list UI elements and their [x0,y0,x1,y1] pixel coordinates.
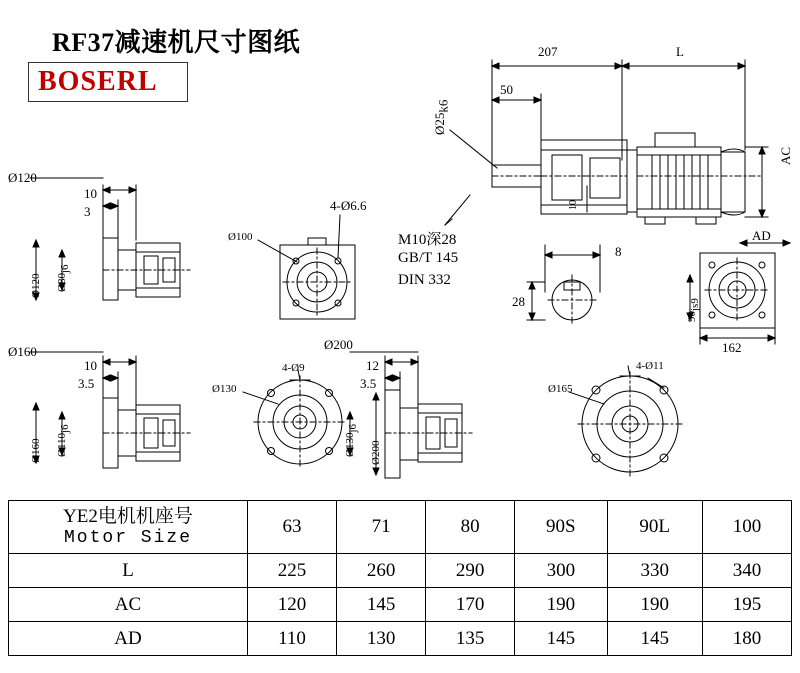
table-col-header: 71 [337,501,426,554]
table-cell: 290 [426,554,515,588]
dim-90js9-label: 90js9 [686,298,702,322]
thread-spec-line3: DIN 332 [398,272,451,288]
table-cell: 190 [515,588,607,622]
dia-100-label: Ø100 [228,231,253,243]
table-header-label-en: Motor Size [63,527,193,548]
table-cell: 120 [248,588,337,622]
dim-12-label: 12 [366,358,379,373]
table-cell: 145 [337,588,426,622]
page-title: RF37减速机尺寸图纸 [52,28,301,57]
holes-4x11-label: 4-Ø11 [636,360,664,372]
table-col-header: 63 [248,501,337,554]
dia-80j6-label: Ø80j6 [56,264,72,292]
table-cell: 190 [607,588,702,622]
dim-10-b-label: 10 [84,358,97,373]
table-col-header: 90L [607,501,702,554]
dim-AC-label: AC [778,146,793,165]
holes-4x66-label: 4-Ø6.6 [330,198,367,213]
table-cell: 225 [248,554,337,588]
table-row [9,554,792,588]
table-row-name: AD [9,622,248,656]
table-header-label [9,501,248,554]
table-cell: 300 [515,554,607,588]
table-row-name: AC [9,588,248,622]
holes-4x9-label: 4-Ø9 [282,362,305,374]
dia-160-side-label: Ø160 [30,438,42,463]
spec-table [8,500,792,656]
table-cell: 170 [426,588,515,622]
dim-L-label: L [676,44,684,59]
logo-text: BOSERL [38,66,158,97]
dim-28-label: 28 [512,294,525,309]
table-cell: 330 [607,554,702,588]
dim-207-label: 207 [538,44,558,59]
table-cell: 195 [702,588,791,622]
dim-10-a-label: 10 [84,186,97,201]
dia-120-side-label: Ø120 [30,273,42,298]
dia-130-label: Ø130 [212,383,237,395]
dia-200-side-label: Ø200 [370,440,382,465]
table-header-label-cn: YE2电机机座号 [63,506,193,528]
table-row-name: L [9,554,248,588]
table-cell: 145 [607,622,702,656]
table-row [9,622,792,656]
dim-8-label: 8 [615,244,622,259]
dia-130j6-label: Ø130j6 [344,423,360,457]
table-header-row [9,501,792,554]
table-row [9,588,792,622]
dim-10-label: 10 [568,200,579,210]
dia-160-top-label: Ø160 [8,344,37,359]
dim-35-b-label: 3.5 [78,376,95,391]
table-cell: 130 [337,622,426,656]
dia-165-label: Ø165 [548,383,573,395]
table-cell: 180 [702,622,791,656]
dim-3-a-label: 3 [84,204,91,219]
table-cell: 135 [426,622,515,656]
dia-25k6-label: Ø25k6 [432,99,451,135]
dim-AD-label: AD [752,228,771,243]
dia-120-top-label: Ø120 [8,170,37,185]
table-cell: 110 [248,622,337,656]
dim-50-label: 50 [500,82,513,97]
table-cell: 260 [337,554,426,588]
dia-200-top-label: Ø200 [324,337,353,352]
dim-162-label: 162 [722,340,742,355]
table-col-header: 80 [426,501,515,554]
table-cell: 340 [702,554,791,588]
table-cell: 145 [515,622,607,656]
dim-35-c-label: 3.5 [360,376,377,391]
table-col-header: 100 [702,501,791,554]
table-col-header: 90S [515,501,607,554]
thread-spec-line2: GB/T 145 [398,250,459,266]
dia-110j6-label: Ø110j6 [56,424,72,457]
thread-spec-line1: M10深28 [398,232,457,248]
